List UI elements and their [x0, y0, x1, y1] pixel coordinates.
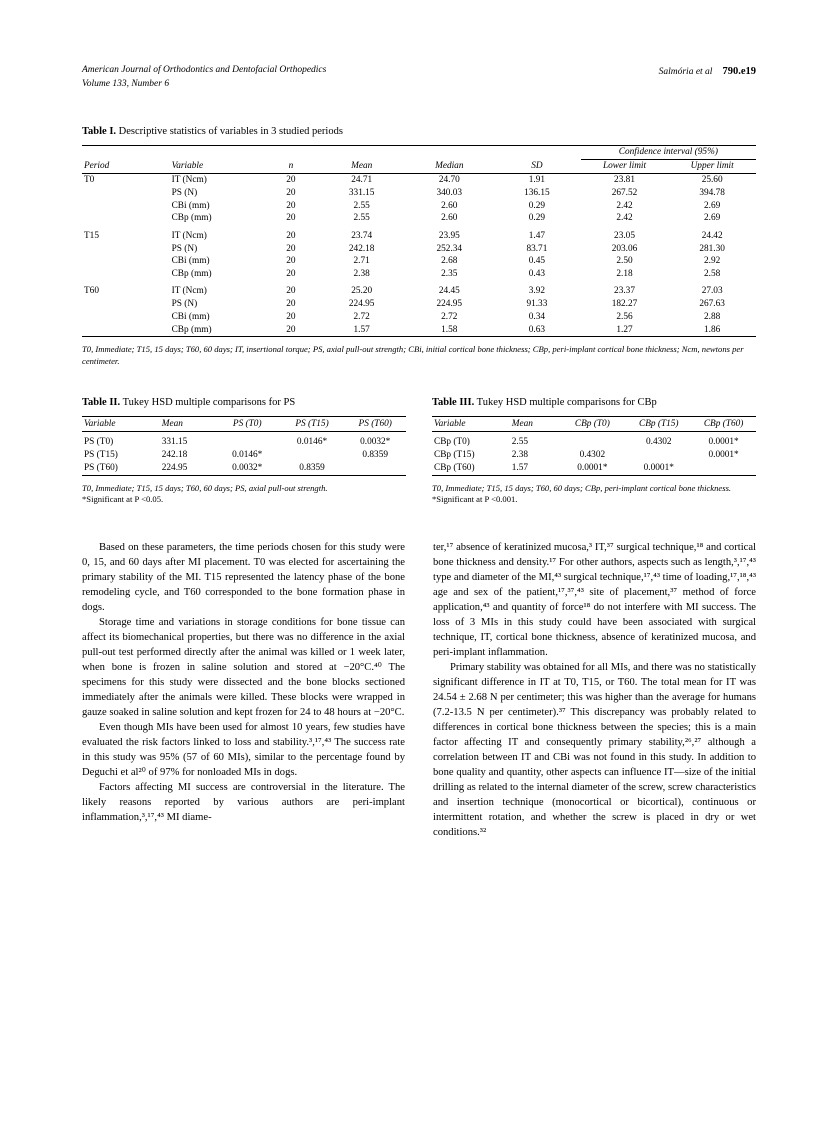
table-cell: 0.0146* — [232, 449, 263, 460]
table-cell: 252.34 — [436, 243, 463, 254]
table-cell: 25.60 — [701, 174, 723, 185]
table-cell — [82, 186, 170, 199]
table-row — [82, 461, 406, 475]
table-cell: 1.58 — [405, 323, 493, 336]
table-cell: 0.4302 — [579, 449, 606, 460]
table-cell: 0.8359 — [362, 449, 388, 460]
table-2-header-t60: PS (T60) — [344, 417, 406, 431]
table-row — [82, 323, 756, 336]
table-cell: 2.42 — [616, 200, 633, 211]
table-row — [82, 448, 406, 461]
table-cell: 83.71 — [526, 243, 548, 254]
table-cell: 1.57 — [318, 323, 406, 336]
running-head-left — [82, 64, 326, 92]
table-1-ci-group-label: Confidence interval (95%) — [581, 145, 756, 159]
table-cell: 2.38 — [353, 269, 370, 280]
table-cell: 0.4302 — [645, 436, 672, 447]
table-2-header-t15: PS (T15) — [280, 417, 345, 431]
table-2-block — [82, 397, 406, 505]
table-cell: 0.0146* — [296, 436, 328, 447]
table-cell: 20 — [286, 256, 296, 267]
table-cell: T0 — [84, 174, 95, 185]
table-3-header-mean: Mean — [510, 417, 559, 431]
table-cell: 2.35 — [441, 269, 458, 280]
table-cell: 27.03 — [701, 286, 723, 297]
table-cell: 0.8359 — [280, 461, 345, 475]
table-1-header-sd: SD — [493, 159, 581, 173]
table-cell: 20 — [286, 299, 296, 310]
table-cell: 331.15 — [161, 436, 188, 447]
table-cell: 2.50 — [616, 256, 633, 267]
table-cell: PS (N) — [171, 299, 198, 310]
table-cell: 267.52 — [611, 187, 638, 198]
table-cell: 20 — [286, 174, 296, 185]
table-cell: 3.92 — [528, 286, 546, 297]
table-cell: 2.60 — [441, 200, 458, 211]
table-cell: 2.55 — [511, 436, 529, 447]
table-3-note — [432, 483, 756, 506]
table-cell — [82, 323, 170, 336]
table-3-title: Tukey HSD multiple comparisons for CBp — [476, 397, 657, 409]
table-2-note-significance: *Significant at P <0.05. — [82, 494, 164, 505]
table-1-header-variable: Variable — [170, 159, 264, 173]
table-cell: IT (Ncm) — [171, 286, 207, 297]
table-cell: 2.72 — [441, 312, 458, 323]
table-cell: 23.95 — [438, 230, 460, 241]
table-cell: 2.88 — [704, 312, 721, 323]
table-cell: 0.63 — [493, 323, 581, 336]
table-cell: 1.27 — [581, 323, 669, 336]
table-1-title: Descriptive statistics of variables in 3 studied periods — [118, 125, 343, 137]
body-columns — [82, 540, 756, 841]
table-cell: 0.0001* — [558, 461, 626, 475]
table-cell: 1.57 — [510, 461, 559, 475]
table-cell: 0.29 — [528, 200, 546, 211]
table-3-caption — [432, 397, 756, 408]
table-1-note — [82, 344, 756, 367]
table-3-note-text: T0, Immediate; T15, 15 days; T60, 60 days; CBp, peri-implant cortical bone thickness. — [432, 482, 732, 493]
table-1-header-upper: Upper limit — [668, 159, 756, 173]
body-paragraph: ter,¹⁷ absence of keratinized mucosa,³ IT,³⁷ surgical technique,¹⁸ and cortical bone thickness and density.¹⁷ For other authors, aspects such as length,³,¹⁷,⁴³ type and diameter of the MI,⁴³ surgical technique,¹⁷,⁴³ time of loading,¹⁷,¹⁸,⁴³ age and sex of the patient,¹⁷,³⁷,⁴³ site of placement,³⁷ method of force application,⁴³ and quantity of force¹⁸ do not interfere with MI success. The loss of 3 MIs in this study could have been associated with surgical technique, IT, cortical bone thickness, absence of keratinized mucosa, and peri-implant inflammation. — [433, 541, 756, 658]
table-row — [82, 298, 756, 311]
table-cell: 2.60 — [441, 213, 458, 224]
table-cell: 340.03 — [436, 187, 463, 198]
table-cell: 25.20 — [351, 286, 373, 297]
table-cell: PS (T15) — [84, 449, 118, 460]
table-row — [82, 280, 756, 297]
table-cell: 24.42 — [701, 230, 723, 241]
table-cell — [626, 448, 691, 461]
table-cell: CBi (mm) — [171, 312, 210, 323]
table-cell — [691, 461, 756, 475]
table-cell: 20 — [286, 187, 296, 198]
page-number: 790.e19 — [722, 66, 756, 77]
table-2-header-mean: Mean — [160, 417, 215, 431]
table-cell: 0.43 — [528, 269, 546, 280]
table-cell: 20 — [286, 230, 296, 241]
body-paragraph: Primary stability was obtained for all MIs, and there was no statistically significant difference in IT at T0, T15, or T60. The total mean for IT was 24.54 ± 2.68 N per centimeter; this was higher than the average for humans (7.2-13.5 N per centimeter).³⁷ This discrepancy was probably related to differences in cortical bone thickness between the species; this is a main factor affecting IT and consequently primary stability,²⁶,²⁷ although a correlation between IT and CBi was not found in this study. In addition to bone quality and quantity, other aspects can influence IT—size of the initial drilling as related to the internal diameter of the screw, screw characteristics and insertion technique (monocortical or bicortical), continuous or intermittent rotation, and whether the screw is placed in dry or wet conditions.³² — [433, 661, 756, 839]
table-cell — [82, 298, 170, 311]
table-cell: 20 — [286, 312, 296, 323]
table-cell — [344, 461, 406, 475]
table-cell: 136.15 — [524, 187, 550, 198]
table-cell — [558, 431, 626, 448]
table-cell — [82, 242, 170, 255]
table-2-caption — [82, 397, 406, 408]
table-3-note-significance: *Significant at P <0.001. — [432, 494, 518, 505]
author-name: Salmória et al — [658, 67, 713, 77]
table-cell: 2.55 — [353, 213, 370, 224]
table-cell: 203.06 — [611, 243, 638, 254]
table-cell: CBi (mm) — [171, 200, 210, 211]
table-cell: 394.78 — [699, 187, 725, 198]
running-head — [82, 64, 756, 92]
table-cell — [215, 431, 280, 448]
table-cell: 2.69 — [704, 200, 721, 211]
table-cell: 2.56 — [616, 312, 633, 323]
table-row — [82, 311, 756, 324]
table-row — [82, 225, 756, 242]
table-cell: 24.45 — [438, 286, 460, 297]
table-cell: 0.0001* — [708, 449, 739, 460]
table-1 — [82, 145, 756, 338]
table-cell: 2.42 — [616, 213, 633, 224]
table-row — [82, 242, 756, 255]
body-paragraph: Even though MIs have been used for almost 10 years, few studies have evaluated the risk factors linked to loss and stability.³,¹⁷,⁴³ The success rate in this study was 95% (57 of 60 MIs), similar to the percentage found by Deguchi et al²⁰ of 97% for nonloaded MIs in dogs. — [82, 722, 405, 779]
table-cell: CBp (mm) — [170, 323, 264, 336]
body-paragraph: Factors affecting MI success are controversial in the literature. The likely reasons reported by various authors are peri-implant inflammation,³,¹⁷,⁴³ MI diame- — [82, 782, 405, 824]
table-row — [82, 268, 756, 281]
table-3-header-variable: Variable — [432, 417, 510, 431]
table-cell: 23.37 — [614, 286, 635, 297]
table-cell: PS (N) — [171, 243, 198, 254]
table-cell: PS (T0) — [84, 436, 114, 447]
table-cell: CBi (mm) — [171, 256, 210, 267]
table-2-body — [82, 431, 406, 475]
table-cell: 23.81 — [614, 174, 635, 185]
table-cell: 0.0032* — [360, 436, 391, 447]
table-cell: 91.33 — [526, 299, 548, 310]
tables-2-3-block — [82, 397, 756, 505]
table-3 — [432, 416, 756, 475]
table-cell: 1.86 — [668, 323, 756, 336]
table-cell: 2.58 — [704, 269, 721, 280]
table-cell: 20 — [286, 243, 296, 254]
table-1-header-row — [82, 159, 756, 173]
table-3-block — [432, 397, 756, 505]
table-cell: 0.45 — [528, 256, 546, 267]
table-cell: 224.95 — [160, 461, 215, 475]
table-1-group-header-row — [82, 145, 756, 159]
table-cell: 0.29 — [528, 213, 546, 224]
table-1-caption — [82, 126, 756, 137]
table-cell — [280, 448, 345, 461]
table-row — [432, 461, 756, 475]
table-1-block — [82, 126, 756, 368]
table-row — [82, 199, 756, 212]
table-cell: 23.74 — [351, 230, 373, 241]
table-cell: 182.27 — [611, 299, 638, 310]
table-cell: PS (T60) — [82, 461, 160, 475]
table-1-note-text: T0, Immediate; T15, 15 days; T60, 60 days; IT, insertional torque; PS, axial pull-out strength; CBi, initial cortical bone thickness; CBp, peri-implant cortical bone thickness; Ncm, newtons per centimeter. — [82, 344, 744, 366]
table-2-number: Table II. — [82, 397, 121, 409]
table-cell — [82, 212, 170, 225]
table-cell — [82, 268, 170, 281]
table-row — [82, 255, 756, 268]
table-cell: CBp (T15) — [434, 449, 475, 460]
table-2-header-row — [82, 417, 406, 431]
body-column-right — [433, 540, 756, 841]
table-2-note-text: T0, Immediate; T15, 15 days; T60, 60 days; PS, axial pull-out strength. — [82, 482, 328, 493]
table-1-header-mean: Mean — [318, 159, 406, 173]
table-3-number: Table III. — [432, 397, 475, 409]
volume-issue: Volume 133, Number 6 — [82, 78, 170, 89]
table-cell: IT (Ncm) — [171, 230, 207, 241]
table-cell: 2.18 — [616, 269, 633, 280]
table-cell: 0.34 — [528, 312, 546, 323]
body-paragraph: Based on these parameters, the time periods chosen for this study were 0, 15, and 60 days after MI placement. T0 was elected for ascertaining the primary stability of the MI. T15 represented the latency phase of the bone remodeling cycle, and T60 corresponded to the bone formation phase in dogs. — [82, 541, 405, 613]
table-3-body — [432, 431, 756, 475]
table-cell: 1.91 — [528, 174, 546, 185]
table-cell: 24.70 — [438, 174, 460, 185]
table-cell: 1.47 — [528, 230, 546, 241]
table-cell: 0.0001* — [708, 436, 739, 447]
table-cell: 2.68 — [441, 256, 458, 267]
table-cell: 281.30 — [699, 243, 725, 254]
table-1-header-median: Median — [405, 159, 493, 173]
table-row — [82, 212, 756, 225]
table-1-header-lower: Lower limit — [581, 159, 669, 173]
table-cell: IT (Ncm) — [171, 174, 207, 185]
table-cell: 0.0001* — [626, 461, 691, 475]
table-cell: PS (N) — [171, 187, 198, 198]
table-2-header-t0: PS (T0) — [215, 417, 280, 431]
table-1-header-period: Period — [82, 159, 170, 173]
table-2-title: Tukey HSD multiple comparisons for PS — [122, 397, 296, 409]
table-cell: 224.95 — [436, 299, 463, 310]
body-paragraph: Storage time and variations in storage conditions for bone tissue can affect its biomechanical properties, but there was no difference in the axial pull-out test performed directly after the animal was killed or 1 week later, when bone is frozen in saline solution and stored at −20°C.⁴⁰ The specimens for this study were dissected and the bone blocks sectioned immediately after the animals were killed. These blocks were wrapped in gauze soaked in saline solution and kept frozen for 24 to 48 hours at −20°C. — [82, 616, 405, 719]
table-cell: 331.15 — [348, 187, 375, 198]
table-cell: 242.18 — [161, 449, 188, 460]
table-cell: CBp (mm) — [171, 213, 212, 224]
body-column-left — [82, 540, 405, 841]
table-3-header-t15: CBp (T15) — [626, 417, 691, 431]
table-cell: 2.72 — [353, 312, 370, 323]
table-1-body — [82, 173, 756, 337]
table-2-header-variable: Variable — [82, 417, 160, 431]
table-3-header-t0: CBp (T0) — [558, 417, 626, 431]
table-row — [82, 173, 756, 186]
table-cell: 242.18 — [348, 243, 375, 254]
table-row — [432, 431, 756, 448]
table-cell: 267.63 — [699, 299, 725, 310]
table-cell: 24.71 — [351, 174, 373, 185]
table-row — [82, 186, 756, 199]
table-cell: CBp (mm) — [171, 269, 212, 280]
table-cell: 2.38 — [511, 449, 529, 460]
table-cell: 2.69 — [704, 213, 721, 224]
table-cell: CBp (T0) — [434, 436, 470, 447]
table-row — [82, 431, 406, 448]
table-cell: 20 — [286, 286, 296, 297]
table-cell: 23.05 — [614, 230, 635, 241]
table-cell: T60 — [84, 286, 99, 297]
table-1-header-n: n — [264, 159, 318, 173]
table-2-note — [82, 483, 406, 506]
table-cell: 20 — [286, 213, 296, 224]
table-2 — [82, 416, 406, 475]
table-3-header-row — [432, 417, 756, 431]
table-1-number: Table I. — [82, 125, 117, 137]
running-head-right — [659, 64, 756, 80]
table-cell — [82, 199, 170, 212]
table-cell: 0.0032* — [215, 461, 280, 475]
journal-name: American Journal of Orthodontics and Dentofacial Orthopedics — [82, 65, 327, 75]
table-cell: 224.95 — [348, 299, 375, 310]
table-cell: CBp (T60) — [432, 461, 510, 475]
table-cell: 2.71 — [353, 256, 370, 267]
table-cell: T15 — [84, 230, 99, 241]
table-3-header-t60: CBp (T60) — [691, 417, 756, 431]
table-cell: 20 — [264, 323, 318, 336]
table-cell: 2.92 — [704, 256, 721, 267]
table-cell — [82, 311, 170, 324]
table-cell — [82, 255, 170, 268]
table-cell: 2.55 — [353, 200, 370, 211]
table-cell: 20 — [286, 269, 296, 280]
table-row — [432, 448, 756, 461]
table-cell: 20 — [286, 200, 296, 211]
